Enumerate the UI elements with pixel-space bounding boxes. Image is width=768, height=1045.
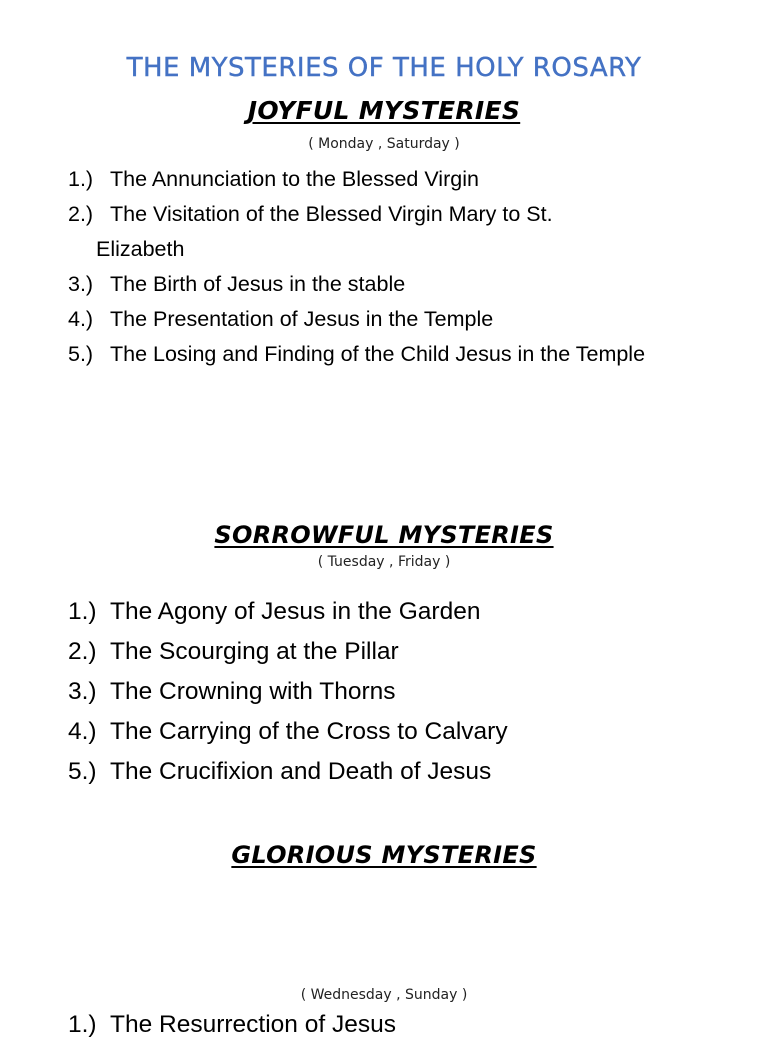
item-number: 3.): [68, 272, 94, 296]
list-item: [68, 592, 508, 632]
list-item: [68, 712, 508, 752]
item-number: 5.): [68, 342, 94, 366]
sorrowful-list: [68, 592, 508, 792]
item-number: 5.): [68, 758, 97, 785]
item-number: 4.): [68, 718, 97, 745]
item-text: The Visitation of the Blessed Virgin Mary to St.: [110, 202, 553, 226]
glorious-days: ( Wednesday , Sunday ): [300, 987, 468, 1003]
list-item: [68, 752, 508, 792]
list-item: [68, 302, 645, 337]
item-text: The Resurrection of Jesus: [110, 1011, 396, 1038]
item-number: 4.): [68, 307, 94, 331]
item-text: The Birth of Jesus in the stable: [110, 272, 406, 296]
item-number: 1.): [68, 598, 97, 625]
joyful-heading: JOYFUL MYSTERIES: [247, 96, 521, 125]
glorious-list: [68, 1005, 396, 1045]
joyful-list: [68, 162, 645, 372]
item-number: 2.): [68, 202, 94, 226]
sorrowful-days: ( Tuesday , Friday ): [317, 554, 451, 570]
item-text: The Crowning with Thorns: [110, 678, 396, 705]
page-title: THE MYSTERIES OF THE HOLY ROSARY: [126, 53, 642, 83]
item-text: The Crucifixion and Death of Jesus: [110, 758, 492, 785]
item-text: The Presentation of Jesus in the Temple: [110, 307, 494, 331]
glorious-heading: GLORIOUS MYSTERIES: [231, 841, 537, 869]
item-text: Elizabeth: [96, 237, 185, 261]
item-text: The Annunciation to the Blessed Virgin: [110, 167, 479, 191]
list-item: [68, 337, 645, 372]
list-item: [68, 162, 645, 197]
item-number: 3.): [68, 678, 97, 705]
list-item-continuation: [68, 232, 645, 267]
list-item: [68, 197, 645, 232]
item-text: The Losing and Finding of the Child Jesus in the Temple: [110, 342, 646, 366]
list-item: [68, 1005, 396, 1045]
joyful-days: ( Monday , Saturday ): [308, 136, 460, 152]
item-text: The Scourging at the Pillar: [110, 638, 399, 665]
item-text: The Agony of Jesus in the Garden: [110, 598, 481, 625]
item-number: 1.): [68, 1011, 97, 1038]
list-item: [68, 632, 508, 672]
item-number: 1.): [68, 167, 94, 191]
sorrowful-heading: SORROWFUL MYSTERIES: [214, 521, 554, 549]
item-number: 2.): [68, 638, 97, 665]
list-item: [68, 672, 508, 712]
item-text: The Carrying of the Cross to Calvary: [110, 718, 508, 745]
list-item: [68, 267, 645, 302]
